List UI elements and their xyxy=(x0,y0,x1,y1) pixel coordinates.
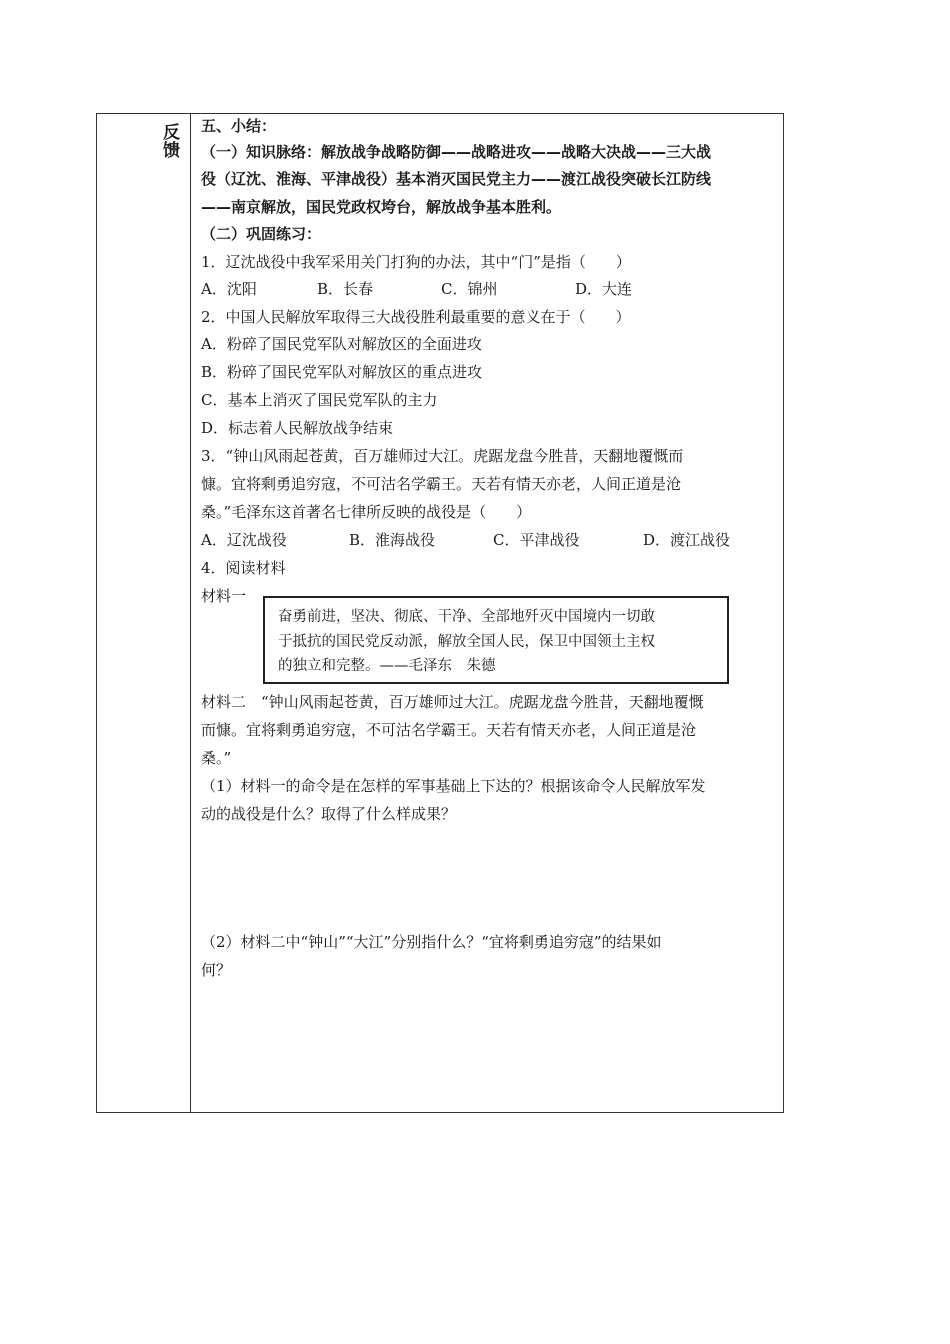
material2-line-3: 桑。” xyxy=(201,749,232,767)
material1-line-3: 的独立和完整。——毛泽东 朱德 xyxy=(278,658,496,674)
q3-stem-line-2: 慷。宜将剩勇追穷寇，不可沽名学霸王。天若有情天亦老，人间正道是沧 xyxy=(201,475,682,493)
q4-stem: 4．阅读材料 xyxy=(201,559,286,577)
worksheet-table xyxy=(96,113,784,1113)
subquestion-2-line-2: 何？ xyxy=(201,961,232,979)
subquestion-1-line-1: （1）材料一的命令是在怎样的军事基础上下达的？根据该命令人民解放军发 xyxy=(201,777,706,795)
q2-option-c: C．基本上消灭了国民党军队的主力 xyxy=(201,391,438,409)
q2-option-d: D．标志着人民解放战争结束 xyxy=(201,419,394,437)
q2-option-a: A．粉碎了国民党军队对解放区的全面进攻 xyxy=(201,335,482,353)
material1-box xyxy=(263,596,729,684)
q1-option-b: B．长春 xyxy=(317,280,374,298)
q3-option-c: C．平津战役 xyxy=(493,531,580,549)
q1-option-c: C．锦州 xyxy=(441,280,498,298)
material1-line-2: 于抵抗的国民党反动派，解放全国人民，保卫中国领土主权 xyxy=(278,634,655,650)
q3-stem-line-3: 桑。”毛泽东这首著名七律所反映的战役是（ ） xyxy=(201,503,532,521)
subquestion-1-line-2: 动的战役是什么？取得了什么样成果？ xyxy=(201,805,457,823)
q3-option-a: A．辽沈战役 xyxy=(201,531,287,549)
section-label-feedback: 反馈 xyxy=(163,123,180,161)
subquestion-2-line-1: （2）材料二中“钟山”“大江”分别指什么？“宜将剩勇追穷寇”的结果如 xyxy=(201,933,662,951)
q1-stem: 1．辽沈战役中我军采用关门打狗的办法，其中“门”是指（ ） xyxy=(201,253,631,271)
q2-stem: 2．中国人民解放军取得三大战役胜利最重要的意义在于（ ） xyxy=(201,308,631,326)
summary-heading: 五、小结： xyxy=(201,117,277,135)
q3-option-d: D．渡江战役 xyxy=(643,531,731,549)
material1-label: 材料一 xyxy=(201,587,247,605)
label-column xyxy=(97,114,191,1112)
q1-option-a: A．沈阳 xyxy=(201,280,257,298)
knowledge-line-2: 役（辽沈、淮海、平津战役）基本消灭国民党主力——渡江战役突破长江防线 xyxy=(201,170,712,188)
material2-line-2: 而慷。宜将剩勇追穷寇，不可沽名学霸王。天若有情天亦老，人间正道是沧 xyxy=(201,721,697,739)
practice-heading: （二）巩固练习： xyxy=(201,225,322,243)
q3-stem-line-1: 3．“钟山风雨起苍黄，百万雄师过大江。虎踞龙盘今胜昔，天翻地覆慨而 xyxy=(201,447,684,465)
q3-option-b: B．淮海战役 xyxy=(349,531,436,549)
knowledge-line-1: （一）知识脉络：解放战争战略防御——战略进攻——战略大决战——三大战 xyxy=(201,143,712,161)
q1-option-d: D．大连 xyxy=(575,280,633,298)
material2-line-1: 材料二 “钟山风雨起苍黄，百万雄师过大江。虎踞龙盘今胜昔，天翻地覆慨 xyxy=(201,693,704,711)
knowledge-line-3: ——南京解放，国民党政权垮台，解放战争基本胜利。 xyxy=(201,198,562,216)
q2-option-b: B．粉碎了国民党军队对解放区的重点进攻 xyxy=(201,363,483,381)
material1-line-1: 奋勇前进，坚决、彻底、干净、全部地歼灭中国境内一切敢 xyxy=(278,609,655,625)
